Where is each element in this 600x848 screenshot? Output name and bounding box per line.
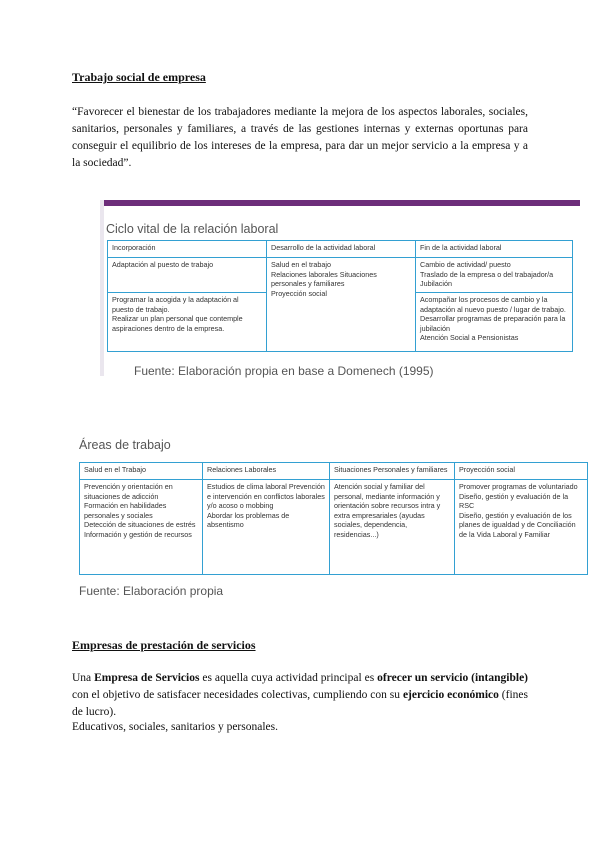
table-cell [416, 258, 573, 293]
header-salud: Salud en el Trabajo [80, 463, 203, 480]
cell-line: Relaciones laborales Situaciones personales y familiares [271, 269, 377, 288]
cell-line: Estudios de clima laboral Prevención e intervención en conflictos laborales y/o acoso o mobbing [207, 482, 325, 510]
cell-line: Traslado de la empresa o del trabajador/a [420, 269, 554, 279]
cell-line: Acompañar los procesos de cambio y la adaptación al nuevo puesto / lugar de trabajo. [420, 295, 566, 314]
table-cell [203, 480, 330, 575]
table-cell [330, 480, 455, 575]
paragraph-text: con el objetivo de satisfacer necesidades colectivas, cumpliendo con su [72, 689, 403, 701]
paragraph-bold: Empresa de Servicios [94, 672, 200, 684]
cell-line: Prevención y orientación en situaciones de adicción [84, 482, 173, 501]
cell-line: Formación en habilidades personales y sociales [84, 501, 167, 520]
cell-line: Información y gestión de recursos [84, 529, 192, 539]
cell-line: Abordar los problemas de absentismo [207, 510, 290, 529]
cell-line: Cambio de actividad/ puesto [420, 260, 511, 269]
header-fin: Fin de la actividad laboral [416, 241, 573, 258]
cell-line: Detección de situaciones de estrés [84, 520, 196, 529]
cell-line: Atención Social a Pensionistas [420, 333, 519, 342]
header-proyeccion: Proyección social [455, 463, 588, 480]
table-cell [108, 293, 267, 352]
cell-line: Programar la acogida y la adaptación al puesto de trabajo. [112, 295, 239, 314]
cell-line: Jubilación [420, 279, 452, 288]
paragraph-text: (fines de lucro). [72, 689, 528, 718]
cell-line: Salud en el trabajo [271, 260, 331, 269]
section-title-empresas-servicios: Empresas de prestación de servicios [72, 638, 256, 652]
figure2-title: Áreas de trabajo [79, 438, 171, 452]
definition-quote: “Favorecer el bienestar de los trabajadores mediante la mejora de los aspectos laborales, sociales, sanitarios, personales y familiares, a través de las gestiones internas y externas oportunas para conseguir el equilibrio de los intereses de la empresa, para dar un mejor servicio a la empresa y a la sociedad”. [72, 106, 528, 169]
table-cell [416, 293, 573, 352]
header-situaciones: Situaciones Personales y familiares [330, 463, 455, 480]
areas-trabajo-table [79, 462, 588, 575]
cell-line: Realizar un plan personal que contemple aspiraciones dentro de la empresa. [112, 314, 243, 333]
header-relaciones: Relaciones Laborales [203, 463, 330, 480]
paragraph-text: es aquella cuya actividad principal es [199, 672, 378, 684]
table-cell [455, 480, 588, 575]
table-cell [267, 258, 416, 352]
empresa-servicios-paragraph [72, 670, 528, 721]
table-cell [108, 258, 267, 293]
cell-line: Adaptación al puesto de trabajo [112, 260, 214, 269]
cell-line: Promover programas de voluntariado [459, 482, 578, 491]
paragraph-text: Una [72, 672, 95, 684]
cell-line: Proyección social [271, 288, 327, 298]
paragraph-bold: ofrecer un servicio (intangible) [377, 672, 529, 684]
cell-line: Diseño, gestión y evaluación de los planes de igualdad y de Conciliación de la Vida Laboral y Familiar [459, 510, 576, 539]
figure1-title: Ciclo vital de la relación laboral [106, 222, 279, 236]
header-incorporacion: Incorporación [108, 241, 267, 258]
cell-line: Atención social y familiar del personal, mediante información y orientación sobre recursos intra y extra empresariales (ayudas sociales, dependencia, residencias...) [334, 482, 441, 539]
header-desarrollo: Desarrollo de la actividad laboral [267, 241, 416, 258]
ciclo-vital-table [107, 240, 573, 352]
table-cell [80, 480, 203, 575]
service-types-line: Educativos, sociales, sanitarios y personales. [72, 721, 278, 733]
cell-line: Desarrollar programas de preparación para la jubilación [420, 314, 566, 333]
section-title-trabajo-social: Trabajo social de empresa [72, 70, 206, 84]
figure2-source: Fuente: Elaboración propia [79, 584, 224, 598]
paragraph-bold: ejercicio económico [402, 689, 499, 701]
cell-line: Diseño, gestión y evaluación de la RSC [459, 491, 569, 510]
figure1-source: Fuente: Elaboración propia en base a Domenech (1995) [134, 364, 434, 378]
